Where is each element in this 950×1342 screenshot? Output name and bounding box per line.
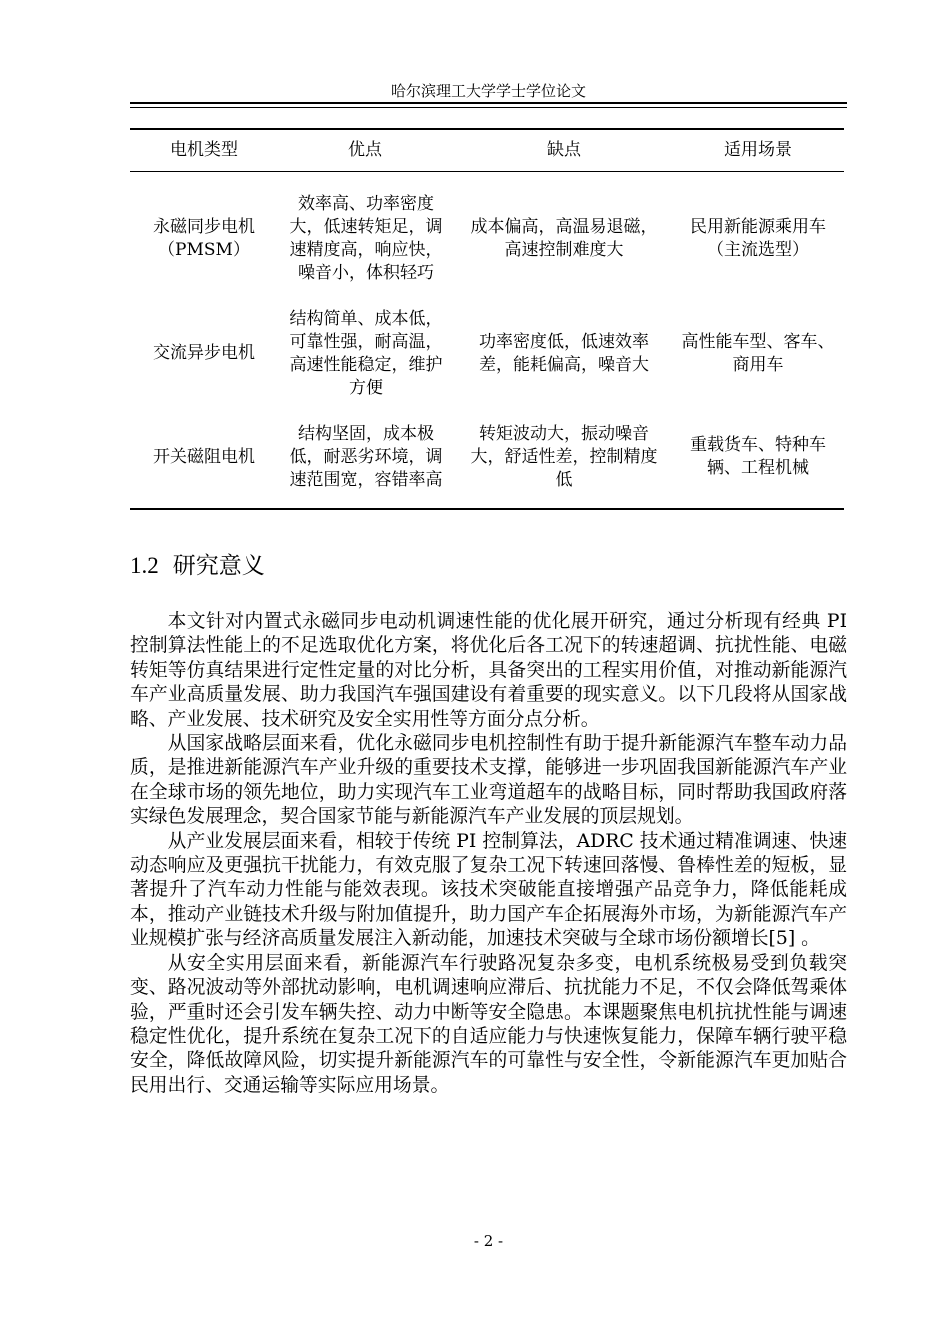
section-heading [130,551,265,581]
table-row-2-cons: 功率密度低，低速效率差，能耗偏高，噪音大 [479,331,649,375]
table-row-3-scenario: 重载货车、特种车辆、工程机械 [690,435,826,478]
table-row-1-pros: 效率高、功率密度大，低速转矩足，调速精度高，响应快，噪音小，体积轻巧 [289,194,443,283]
body-text [130,610,847,1098]
paragraph: 从安全实用层面来看，新能源汽车行驶路况复杂多变，电机系统极易受到负载突变、路况波动等外部扰动影响，电机调速响应滞后、抗扰能力不足，不仅会降低驾乘体验，严重时还会引发车辆失控、动力中断等安全隐患。本课题聚焦电机抗扰性能与调速稳定性优化，提升系统在复杂工况下的自适应能力与快速恢复能力，保障车辆行驶平稳安全，降低故障风险，切实提升新能源汽车的可靠性与安全性，令新能源汽车更加贴合民用出行、交通运输等实际应用场景。 [130,952,847,1096]
table-header-type: 电机类型 [170,140,238,160]
table-bottom-rule [130,508,844,510]
table-row-1-cons: 成本偏高，高温易退磁，高速控制难度大 [470,217,658,260]
page-number: - 2 - [473,1232,504,1250]
header-rule-thin [130,107,847,108]
section-number: 1.2 [130,553,159,578]
running-header: 哈尔滨理工大学学士学位论文 [390,82,586,100]
table-row-2-type: 交流异步电机 [153,343,255,363]
paragraph: 本文针对内置式永磁同步电动机调速性能的优化展开研究，通过分析现有经典 PI 控制算法性能上的不足选取优化方案，将优化后各工况下的转速超调、抗扰性能、电磁转矩等仿真结果进行定性定量的对比分析，具备突出的工程实用价值，对推动新能源汽车产业高质量发展、助力我国汽车强国建设有着重要的现实意义。以下几段将从国家战略、产业发展、技术研究及安全实用性等方面分点分析。 [130,611,847,730]
table-header-scenario: 适用场景 [724,140,792,160]
table-row-3-type: 开关磁阻电机 [153,446,255,467]
table-row-3-pros: 结构坚固，成本极低，耐恶劣环境，调速范围宽，容错率高 [289,423,443,490]
table-header-rule [130,171,844,172]
table-row-1-scenario: 民用新能源乘用车（主流选型） [690,217,826,260]
table-row-2-pros: 结构简单、成本低，可靠性强，耐高温，高速性能稳定，维护方便 [289,308,443,398]
paragraph: 从产业发展层面来看，相较于传统 PI 控制算法，ADRC 技术通过精准调速、快速动态响应及更强抗干扰能力，有效克服了复杂工况下转速回落慢、鲁棒性差的短板，显著提升了汽车动力性能与能效表现。该技术突破能直接增强产品竞争力，降低能耗成本，推动产业链技术升级与附加值提升，助力国产车企拓展海外市场，为新能源汽车产业规模扩张与经济高质量发展注入新动能，加速技术突破与全球市场份额增长[5] 。 [130,830,847,950]
table-header-cons: 缺点 [547,140,581,160]
table-header-pros: 优点 [348,140,382,160]
table-row-3-cons: 转矩波动大，振动噪音大，舒适性差，控制精度低 [470,423,658,490]
header-rule [130,102,847,104]
table-row-2-scenario: 高性能车型、客车、商用车 [681,331,835,375]
section-title: 研究意义 [172,553,265,579]
table-row-1-type: 永磁同步电机（PMSM） [153,217,255,260]
paragraph: 从国家战略层面来看，优化永磁同步电机控制性有助于提升新能源汽车整车动力品质，是推进新能源汽车产业升级的重要技术支撑，能够进一步巩固我国新能源汽车产业在全球市场的领先地位，助力实现汽车工业弯道超车的战略目标，同时帮助我国政府落实绿色发展理念，契合国家节能与新能源汽车产业发展的顶层规划。 [130,733,847,828]
